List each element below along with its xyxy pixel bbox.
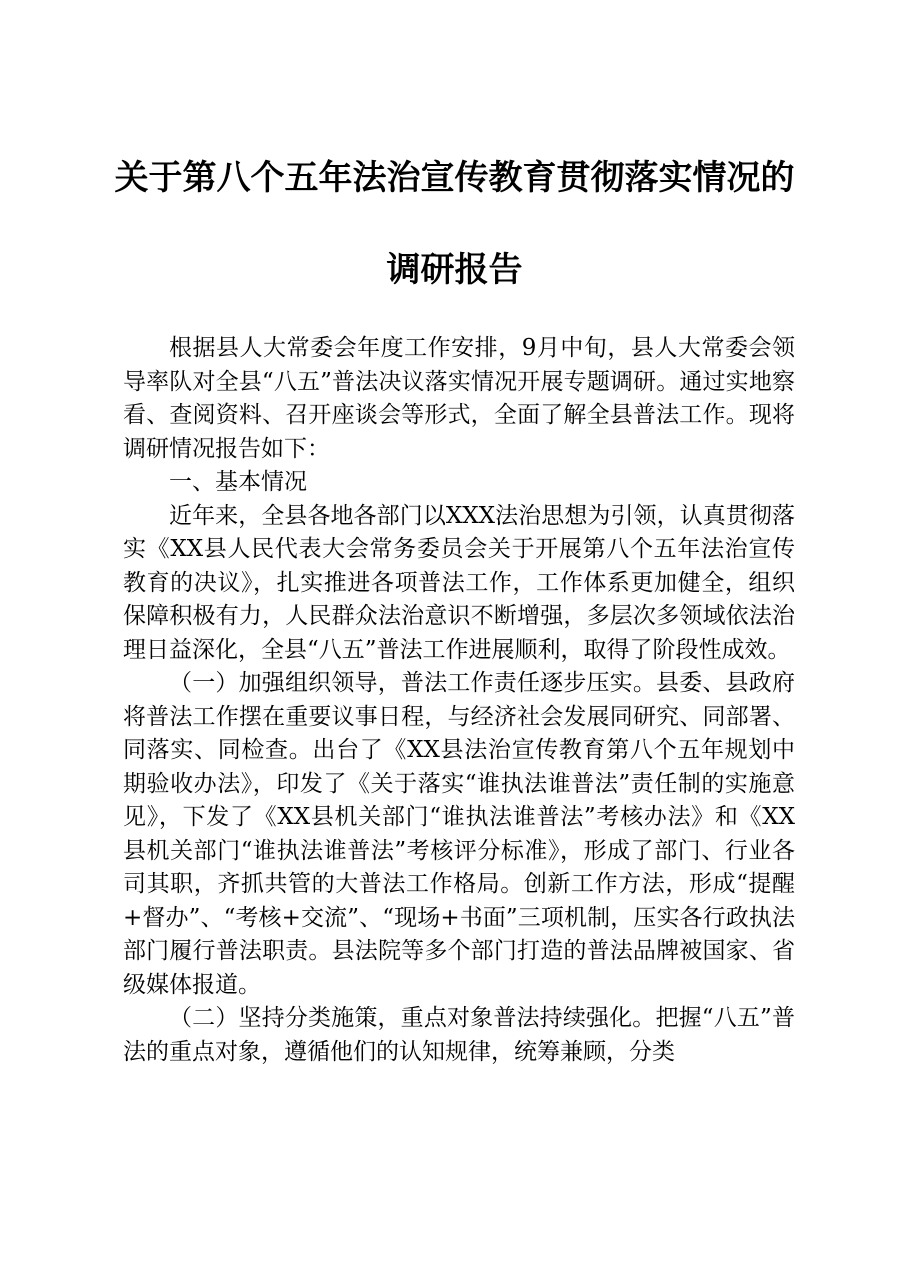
section-heading-basic-situation: 一、基本情况 [169,469,307,495]
paragraph-classified-measures: （二）坚持分类施策，重点对象普法持续强化。把握“八五”普法的重点对象，遵循他们的认知规律，统筹兼顾，分类 [123,1005,795,1065]
paragraph-intro: 根据县人大常委会年度工作安排，9月中旬，县人大常委会领导率队对全县“八五”普法决议落实情况开展专题调研。通过实地察看、查阅资料、召开座谈会等形式，全面了解全县普法工作。现将调研情况报告如下： [123,335,795,462]
document-body [123,332,795,1069]
document-title-line-2: 调研报告 [386,250,523,290]
paragraph-organization-leadership: （一）加强组织领导，普法工作责任逐步压实。县委、县政府将普法工作摆在重要议事日程，与经济社会发展同研究、同部署、同落实、同检查。出台了《XX县法治宣传教育第八个五年规划中期验收办法》，印发了《关于落实“谁执法谁普法”责任制的实施意见》，下发了《XX县机关部门“谁执法谁普法”考核办法》和《XX县机关部门“谁执法谁普法”考核评分标准》，形成了部门、行业各司其职，齐抓共管的大普法工作格局。创新工作方法，形成“提醒+督办”、“考核+交流”、“现场+书面”三项机制，压实各行政执法部门履行普法职责。县法院等多个部门打造的普法品牌被国家、省级媒体报道。 [123,670,795,998]
paragraph-overview: 近年来，全县各地各部门以XXX法治思想为引领，认真贯彻落实《XX县人民代表大会常务委员会关于开展第八个五年法治宣传教育的决议》，扎实推进各项普法工作，工作体系更加健全，组织保障积极有力，人民群众法治意识不断增强，多层次多领域依法治理日益深化，全县“八五”普法工作进展顺利，取得了阶段性成效。 [123,502,795,663]
document-title-line-1: 关于第八个五年法治宣传教育贯彻落实情况的 [114,158,795,198]
